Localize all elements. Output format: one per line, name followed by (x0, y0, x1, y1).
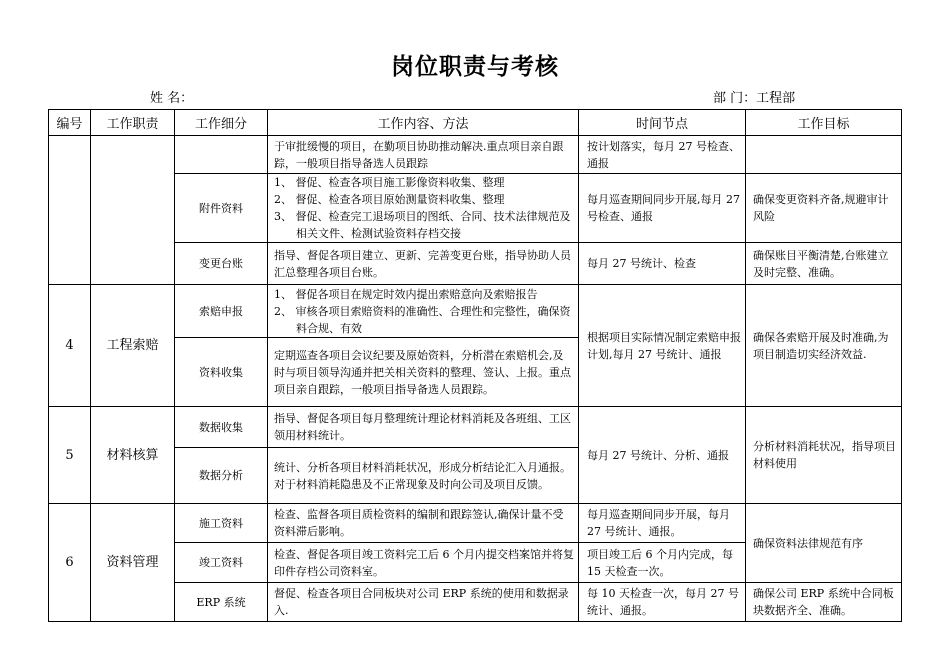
header-content: 工作内容、方法 (268, 110, 579, 136)
page-title: 岗位职责与考核 (391, 53, 559, 80)
content-cell: 指导、督促各项目建立、更新、完善变更台账，指导协助人员汇总整理各项目台账。 (268, 243, 579, 285)
subdivision-cell: 竣工资料 (175, 543, 268, 583)
subdivision-cell: 变更台账 (175, 243, 268, 285)
header-subdivision: 工作细分 (175, 110, 268, 136)
content-cell: 检查、督促各项目竣工资料完工后 6 个月内提交档案馆并将复印件存档公司资料室。 (268, 543, 579, 583)
goal-cell (746, 136, 902, 174)
goal-cell: 确保账目平衡清楚,台账建立及时完整、准确。 (746, 243, 902, 285)
table-row (49, 136, 902, 174)
table-row (49, 174, 902, 243)
time-cell: 每月 27 号统计、分析、通报 (579, 407, 746, 504)
content-list-item: 1、 督促、检查各项目施工影像资料收集、整理 (274, 176, 505, 189)
responsibility-table (48, 109, 902, 622)
goal-cell: 确保资料法律规范有序 (746, 504, 902, 583)
duty-cell: 资料管理 (91, 504, 175, 622)
content-list-item: 3、 督促、检查完工退场项目的图纸、合同、技术法律规范及相关文件、检测试验资料存档交接 (274, 210, 571, 240)
subdivision-cell: 资料收集 (175, 338, 268, 407)
subdivision-cell: 附件资料 (175, 174, 268, 243)
duty-cell: 材料核算 (91, 407, 175, 504)
time-cell: 按计划落实，每月 27 号检查、通报 (579, 136, 746, 174)
header-time: 时间节点 (579, 110, 746, 136)
goal-cell: 确保公司 ERP 系统中合同板块数据齐全、准确。 (746, 583, 902, 622)
time-cell: 每月巡查期间同步开展，每月 27 号统计、通报。 (579, 504, 746, 543)
table-header-row (49, 110, 902, 136)
content-cell: 指导、督促各项目每月整理统计理论材料消耗及各班组、工区领用材料统计。 (268, 407, 579, 448)
department-label: 部 门：工程部 (713, 91, 796, 106)
content-cell: 定期巡查各项目会议纪要及原始资料，分析潜在索赔机会,及时与项目领导沟通并把关相关资料的整理、签认、上报。重点项目亲自跟踪，一般项目指导备选人员跟踪。 (268, 338, 579, 407)
number-cell: 4 (49, 285, 91, 407)
subdivision-cell: 数据分析 (175, 448, 268, 504)
time-cell: 每月 27 号统计、检查 (579, 243, 746, 285)
subdivision-cell: 索赔申报 (175, 285, 268, 338)
duty-cell: 工程索赔 (91, 285, 175, 407)
content-cell: 于审批缓慢的项目，在勤项目协助推动解决.重点项目亲自跟踪，一般项目指导备选人员跟踪 (268, 136, 579, 174)
content-cell: 检查、监督各项目质检资料的编制和跟踪签认,确保计量不受资料滞后影响。 (268, 504, 579, 543)
table-row (49, 285, 902, 338)
subdivision-cell: 数据收集 (175, 407, 268, 448)
content-list-item: 1、 督促各项目在规定时效内提出索赔意向及索赔报告 (274, 287, 538, 301)
header-goal: 工作目标 (746, 110, 902, 136)
time-cell: 项目竣工后 6 个月内完成，每 15 天检查一次。 (579, 543, 746, 583)
table-row (49, 504, 902, 543)
subdivision-cell: ERP 系统 (175, 583, 268, 622)
time-cell: 每 10 天检查一次，每月 27 号统计、通报。 (579, 583, 746, 622)
table-row (49, 243, 902, 285)
header-duty: 工作职责 (91, 110, 175, 136)
time-cell: 每月巡查期间同步开展,每月 27 号检查、通报 (579, 174, 746, 243)
table-row (49, 407, 902, 448)
subdivision-cell (175, 136, 268, 174)
goal-cell: 分析材料消耗状况，指导项目材料使用 (746, 407, 902, 504)
content-list-item: 2、 审核各项目索赔资料的准确性、合理性和完整性，确保资料合规、有效 (274, 304, 571, 335)
content-list-item: 2、 督促、检查各项目原始测量资料收集、整理 (274, 193, 505, 206)
number-cell (49, 136, 91, 285)
header-number: 编号 (49, 110, 91, 136)
content-cell (268, 285, 579, 338)
goal-cell: 确保各索赔开展及时准确,为项目制造切实经济效益. (746, 285, 902, 407)
time-cell: 根据项目实际情况制定索赔申报计划,每月 27 号统计、通报 (579, 285, 746, 407)
content-cell (268, 174, 579, 243)
content-cell: 统计、分析各项目材料消耗状况，形成分析结论汇入月通报。对于材料消耗隐患及不正常现象及时向公司及项目反馈。 (268, 448, 579, 504)
goal-cell: 确保变更资料齐备,规避审计风险 (746, 174, 902, 243)
duty-cell (91, 136, 175, 285)
subdivision-cell: 施工资料 (175, 504, 268, 543)
table-row (49, 583, 902, 622)
content-cell: 督促、检查各项目合同板块对公司 ERP 系统的使用和数据录入. (268, 583, 579, 622)
number-cell: 6 (49, 504, 91, 622)
name-label: 姓 名： (150, 91, 194, 106)
number-cell: 5 (49, 407, 91, 504)
